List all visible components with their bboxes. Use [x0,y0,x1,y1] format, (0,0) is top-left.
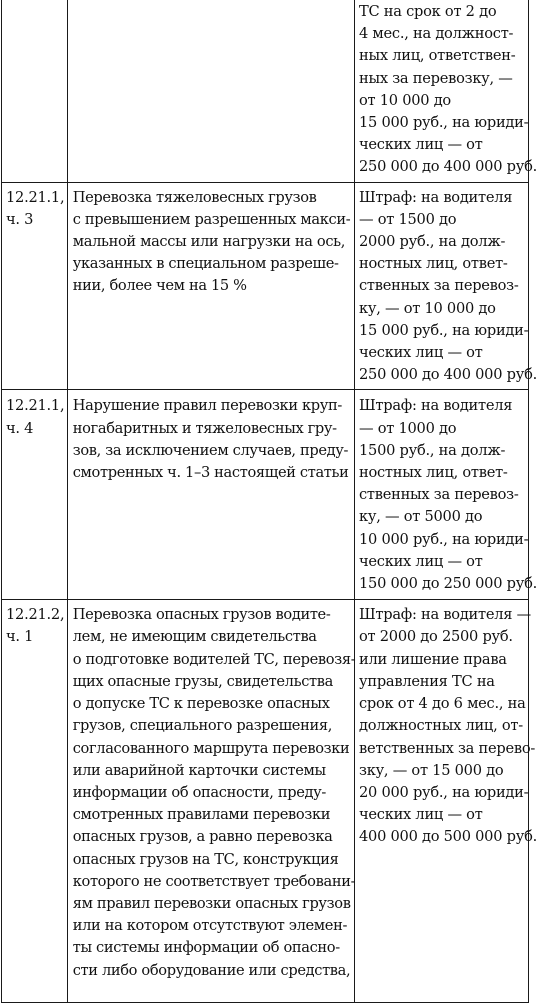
table-row [2,390,529,600]
article-cell [2,600,68,1002]
penalty-line: 250 000 до 400 000 руб. [359,158,537,176]
penalty-line: должностных лиц, от- [359,717,523,735]
description-line: которого не соответствует требовани- [72,872,356,890]
article-cell [2,0,68,182]
penalty-line: ных за перевозку, — [359,69,513,87]
penalty-line: 15 000 руб., на юриди- [359,321,529,339]
penalty-line: — от 1500 до [359,210,457,228]
description-line: ногабаритных и тяжеловесных гру- [72,419,337,437]
penalty-cell [355,0,537,182]
description-cell [67,390,354,600]
description-line: или аварийной карточки системы [72,761,326,779]
penalty-line: — от 1000 до [359,419,457,437]
penalty-line: ностных лиц, ответ- [359,255,508,273]
description-line: Перевозка тяжеловесных грузов [72,188,317,206]
description-line: или на котором отсутствуют элемен- [72,917,348,935]
penalty-line: Штраф: на водителя [359,397,513,415]
penalty-line: 150 000 до 250 000 руб. [359,575,537,593]
penalty-line: ку, — от 10 000 до [359,299,496,317]
penalty-cell [355,390,537,600]
penalty-line: 2000 руб., на долж- [359,233,506,251]
description-line: Перевозка опасных грузов водите- [72,606,331,624]
penalty-line: от 2000 до 2500 руб. [359,628,513,646]
article-cell [2,390,68,600]
table-row [2,0,529,182]
penalty-line: ческих лиц — от [359,806,483,824]
description-line: опасных грузов, а равно перевозка [72,828,333,846]
penalty-line: зку, — от 15 000 до [359,761,504,779]
penalty-line: ветственных за перево- [359,739,536,757]
penalty-line: ческих лиц — от [359,552,483,570]
penalty-line: 250 000 до 400 000 руб. [359,366,537,384]
penalty-cell [355,182,537,390]
article-line: 12.21.1, [6,188,65,206]
description-line: опасных грузов на ТС, конструкция [72,850,339,868]
description-cell [67,182,354,390]
table-row [2,600,529,1002]
penalties-table [1,0,537,1003]
penalty-line: 400 000 до 500 000 руб. [359,828,537,846]
penalty-cell [355,600,537,1002]
penalty-line: управления ТС на [359,672,495,690]
description-line: согласованного маршрута перевозки [72,739,350,757]
penalty-line: или лишение права [359,650,507,668]
penalty-line: Штраф: на водителя — [359,606,531,624]
penalty-line: 20 000 руб., на юриди- [359,783,529,801]
description-line: с превышением разрешенных макси- [72,210,351,228]
article-line: 12.21.2, [6,606,65,624]
description-line: смотренных правилами перевозки [72,806,331,824]
description-line: указанных в специальном разреше- [72,255,339,273]
description-line: сти либо оборудование или средства, [72,961,351,979]
penalty-line: 1500 руб., на долж- [359,441,506,459]
article-line: ч. 1 [6,628,34,646]
table-row [2,182,529,390]
penalty-line: ку, — от 5000 до [359,508,483,526]
description-line: лем, не имеющим свидетельства [72,628,317,646]
description-line: зов, за исключением случаев, преду- [72,441,349,459]
description-line: Нарушение правил перевозки круп- [72,397,342,415]
description-cell [67,0,354,182]
penalty-line: ностных лиц, ответ- [359,464,508,482]
penalty-line: Штраф: на водителя [359,188,513,206]
description-line: смотренных ч. 1–3 настоящей статьи [72,464,349,482]
penalty-line: ческих лиц — от [359,344,483,362]
description-line: о допуске ТС к перевозке опасных [72,695,330,713]
penalty-line: ных лиц, ответствен- [359,47,516,65]
penalty-line: 15 000 руб., на юриди- [359,114,529,132]
penalty-line: 4 мес., на должност- [359,25,514,43]
penalty-line: ственных за перевоз- [359,277,519,295]
penalty-line: ственных за перевоз- [359,486,519,504]
penalty-line: ТС на срок от 2 до [359,3,497,20]
article-line: 12.21.1, [6,397,65,415]
penalty-line: 10 000 руб., на юриди- [359,530,529,548]
description-cell [67,600,354,1002]
description-line: щих опасные грузы, свидетельства [72,672,333,690]
penalty-line: ческих лиц — от [359,136,483,154]
description-line: ям правил перевозки опасных грузов [72,894,351,912]
article-line: ч. 4 [6,419,34,437]
description-line: грузов, специального разрешения, [72,717,332,735]
description-line: мальной массы или нагрузки на ось, [72,233,346,251]
penalty-line: от 10 000 до [359,91,451,109]
article-line: ч. 3 [6,210,34,228]
article-cell [2,182,68,390]
description-line: нии, более чем на 15 % [72,277,247,295]
penalties-table-body [2,0,537,1002]
description-line: ты системы информации об опасно- [72,939,340,957]
description-line: о подготовке водителей ТС, перевозя- [72,650,356,668]
description-line: информации об опасности, преду- [72,783,326,801]
penalty-line: срок от 4 до 6 мес., на [359,695,526,713]
